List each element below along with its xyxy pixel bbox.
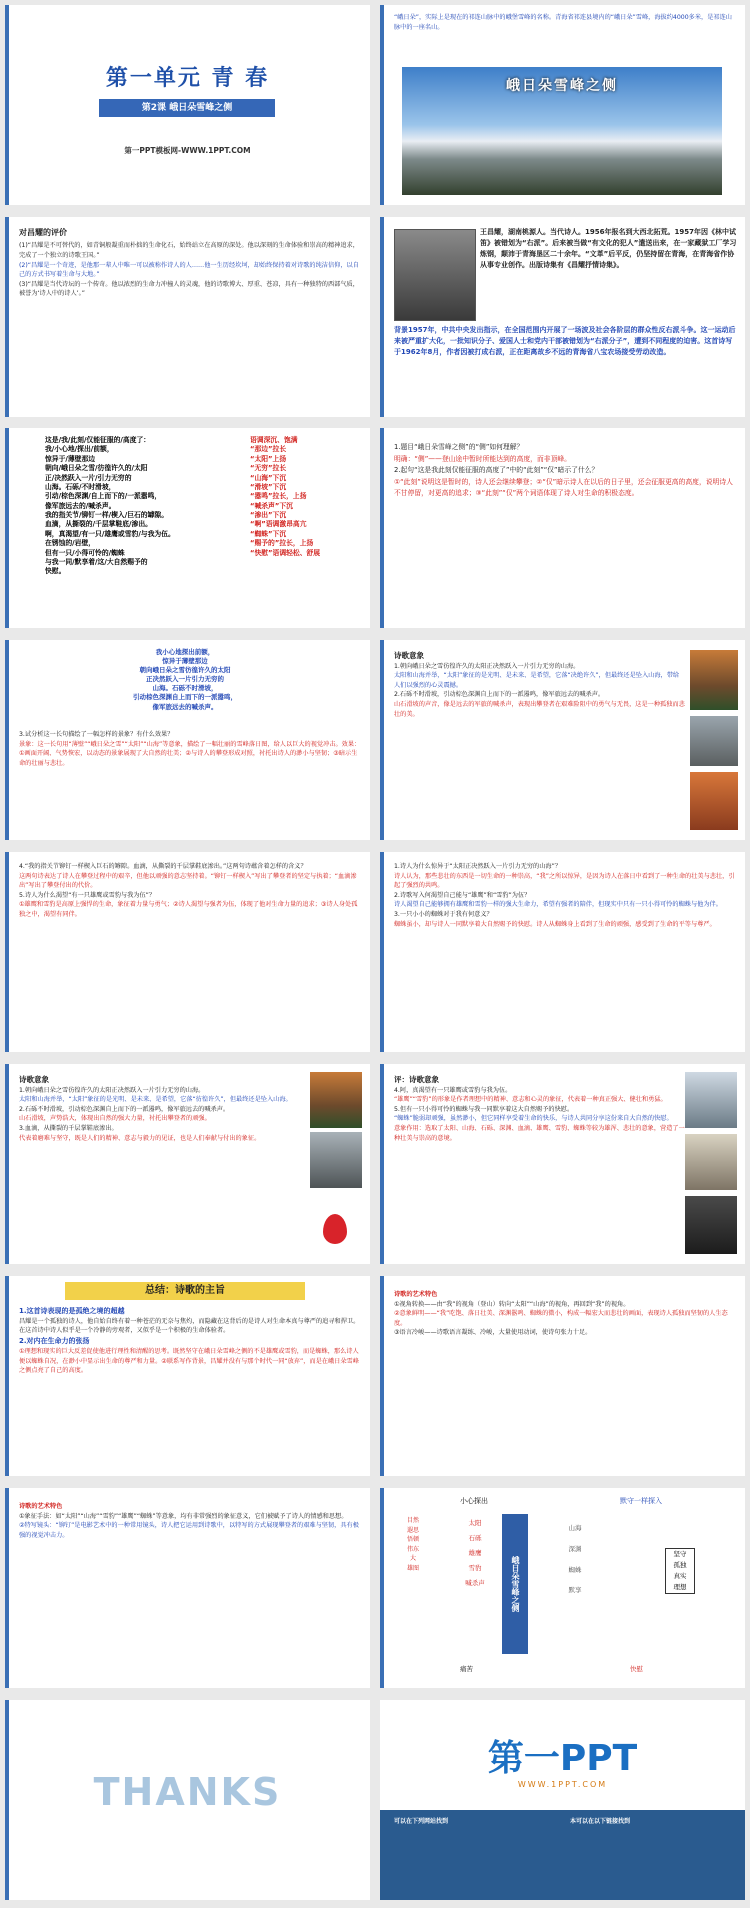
accent-bar <box>5 428 9 628</box>
note: “快慰”语调轻松、舒展 <box>250 548 321 557</box>
poem-line: 惊异于/薄壁那边 <box>45 454 96 463</box>
answer-1: 明确：“侧”——登山途中暂时所能达到的高度，而非顶峰。 <box>394 454 571 463</box>
poem-line: 这是/我/此刻/仅能征服的/高度了： <box>45 436 151 444</box>
art-point-2: ②意象鲜明——“我”吃饱、落日壮美、深渊嚣鸣、蜘蛛的微小，构成一幅宏大而悲壮的画面，表现诗人孤独而坚韧的人生态度。 <box>394 1310 728 1327</box>
note: “山海”下沉 <box>250 473 287 482</box>
answer-3: 景象：这一长句用“薄壁”“峨日朵之雪”“太阳”“山海”等意象，描绘了一幅壮丽的雪峰落日图，给人以巨大的视觉冲击。效果：①画面开阔、气势恢宏，以动态的景象展现了大自然的壮美；②与诗人的攀登形成对照，衬托出诗人的渺小与坚韧；③暗示生命的壮丽与悲壮。 <box>19 740 361 767</box>
sunset-thumbnail <box>310 1072 362 1128</box>
brand-logo: 第一PPT <box>487 1738 638 1779</box>
summary-point-2: 2.对内在生命力的张扬 <box>19 1337 90 1346</box>
author-portrait <box>394 229 476 321</box>
summary-body <box>19 1306 362 1376</box>
slide-imagery-2[interactable] <box>5 1064 370 1264</box>
answer-5: ①雄鹰和雪豹是高原上强悍的生命，象征着力量与勇气；②诗人渴望与强者为伍，体现了他对生命力量的追求；③诗人身处孤独之中，渴望有同伴。 <box>19 901 358 919</box>
accent-bar <box>380 1488 384 1688</box>
art2-point-1: ①象征手法：如“太阳”“山海”“雪豹”“雄鹰”“蜘蛛”等意象，均有非常强烈的象征意义，它们被赋予了诗人的情感和思想。 <box>19 1512 348 1520</box>
note: “嚣鸣”拉长，上扬 <box>250 492 307 501</box>
imagery-title: 诗歌意象 <box>394 651 424 660</box>
question-1: 1.题目“峨日朵雪峰之侧”的“侧”如何理解？ <box>394 443 524 451</box>
poem-excerpt <box>85 648 285 712</box>
slide-structure-diagram[interactable] <box>380 1488 745 1688</box>
photo-label: 峨日朵雪峰之侧 <box>506 78 618 94</box>
imagery2-q3: 3.血滴，从撕裂的千层掌鞋底渗出。 <box>19 1125 118 1133</box>
diagram-top: 小心探出 <box>460 1497 488 1505</box>
excerpt-line: 引动棕色深渊自上而下的一派嚣鸣， <box>133 693 237 702</box>
intro-text: “峨日朵”，实际上是现在的祁连山脉中的峨堡雪峰的名称。青海省祁连县境内的“峨日朵”雪峰，海拔约4000多米，是祁连山脉中的一座名山。 <box>394 14 732 31</box>
da-1: 诗人认为，那些悲壮的东西是一切生命的一种崇高，“我”之所以惊异，是因为诗人在落日中看到了一种生命的壮美与悲壮，引起了强烈的共鸣。 <box>394 872 735 890</box>
excerpt-line: 我小心地探出前额， <box>155 648 215 656</box>
imagery2-a2: 山石滑坡，声势浩大，体现出自然的强大力量，衬托出攀登者的顽强。 <box>19 1115 211 1123</box>
poem-line: 但有一只/小得可怜的/蜘蛛 <box>45 548 125 557</box>
slide-art-features[interactable] <box>380 1276 745 1476</box>
sunset-thumbnail <box>690 650 738 710</box>
question-2: 2.起句“这是我此刻仅能征服的高度了”中的“此刻”“仅”暗示了什么？ <box>394 466 599 475</box>
poem-line: 我/小心地/探出/前额， <box>45 445 114 454</box>
summary-point-1-text: 昌耀是一个孤独的诗人，他自始自终有着一种苍茫的无奈与焦灼，而隐藏在这背后的是诗人对生命本真与尊严的追寻和捍卫。在这首诗中诗人似乎是一个冷静的旁观者，又似乎是一个积极的生命体验者。 <box>19 1317 360 1335</box>
note: “那边”拉长 <box>250 445 287 454</box>
art-point-1: ①视角转换——由“我”的视角（登山）转向“太阳”“山海”的视角，再回到“我”的视角。 <box>394 1300 630 1308</box>
slide-author[interactable] <box>380 217 745 417</box>
imagery-a2: 山石滑坡的声音，像是远去的军旅的喊杀声，表现出攀登者在艰难险阻中的勇气与无畏，这是一种孤独而悲壮的美。 <box>394 701 685 718</box>
diagram-outcome <box>665 1548 695 1594</box>
art-point-3: ③语言冷峻——诗歌语言凝练、冷峻，大量使用动词，使诗句张力十足。 <box>394 1329 592 1337</box>
slide-summary[interactable] <box>5 1276 370 1476</box>
poem-line: 与我一同/默享着/这/大自然赐予的 <box>45 557 148 566</box>
poem-line: 快慰。 <box>45 567 66 576</box>
question-5: 5.诗人为什么渴望“有一只雄鹰或雪豹与我为伍”？ <box>19 891 156 899</box>
accent-bar <box>380 217 384 417</box>
outcome-item: 坚守 <box>673 1550 687 1558</box>
poem-line: 正/决然跃入一片/引力无穷的 <box>45 473 132 482</box>
evaluation-item-1: (1)“昌耀是不可替代的，如青铜般凝重而朴拙的生命化石，始终站立在高原的深处。他以深刻的生命体验和崇高的精神追求，完成了一个独立的诗歌王国。” <box>19 242 359 259</box>
mid-item: 雄鹰 <box>468 1548 482 1557</box>
poem-line: 我的指关节/铆钉一样/楔入/巨石的罅隙。 <box>45 511 168 519</box>
accent-bar <box>380 428 384 628</box>
slide-deep-questions[interactable] <box>380 852 745 1052</box>
art2-title: 诗歌的艺术特色 <box>19 1503 63 1510</box>
dq-1: 1.诗人为什么惊异于“太阳正决然跃入一片引力无穷的山海”？ <box>394 863 562 870</box>
accent-bar <box>5 1276 9 1476</box>
accent-bar <box>380 1276 384 1476</box>
excerpt-line: 朝向峨日朵之雪彷徨许久的太阳 <box>139 666 231 675</box>
imagery2-title: 诗歌意象 <box>19 1075 49 1084</box>
note: “渗出”下沉 <box>250 511 287 519</box>
accent-bar <box>5 852 9 1052</box>
poem-line: 引动/棕色深渊/自上而下的/一派嚣鸣， <box>45 492 162 501</box>
evaluation-item-3: (3)“昌耀是当代诗坛的一个传奇。他以浓烈的生命力冲撞人的灵魂，他的诗歌博大、厚重、苍凉，具有一种独特的西部气质，被誉为‘诗人中的诗人’。” <box>19 280 359 298</box>
slide-imagery[interactable] <box>380 640 745 840</box>
imagery-q2: 2.石砾不时滑坡，引动棕色深渊自上而下的一派嚣鸣，像军旅远去的喊杀声。 <box>394 691 605 699</box>
imagery-body <box>394 650 685 719</box>
da-2: 诗人渴望自己能够拥有雄鹰和雪豹一样的强大生命力，希望有强者的陪伴，但现实中只有一只小得可怜的蜘蛛与他为伴。 <box>394 901 722 909</box>
item: 默享 <box>568 1586 582 1595</box>
review-q4: 4.阿，真渴望有一只雄鹰或雪豹与我为伍。 <box>394 1086 512 1094</box>
excerpt-line: 像军旅远去的喊杀声。 <box>152 702 218 711</box>
accent-bar <box>5 640 9 840</box>
accent-bar <box>380 1064 384 1264</box>
accent-bar <box>5 217 9 417</box>
col1-item: 大 <box>409 1555 416 1563</box>
note: 语调深沉、饱满 <box>250 436 298 444</box>
mountain-photo <box>402 67 722 195</box>
excerpt-line: 惊异于薄壁那边 <box>162 657 208 666</box>
diagram-col1 <box>402 1516 424 1574</box>
col1-item: 伟东 <box>406 1545 419 1553</box>
slide-recitation[interactable] <box>5 428 370 628</box>
summary-point-1: 1.这首诗表现的是孤绝之境的超越 <box>19 1307 125 1315</box>
excerpt-line: 正决然跃入一片引力无穷的 <box>146 675 224 684</box>
link-panel <box>380 1810 745 1900</box>
evaluation-heading: 对昌耀的评价 <box>19 228 67 237</box>
footer-text: 第一PPT模板网-WWW.1PPT.COM <box>124 146 251 155</box>
review-a5: “蜘蛛”脆弱却顽强，虽然渺小，但它同样享受着生命的快乐，与诗人共同分享这份来自大自然的快慰。 <box>394 1115 673 1123</box>
col1-item: 悟顿 <box>406 1536 419 1544</box>
slide-evaluation[interactable] <box>5 217 370 417</box>
outcome-item: 真实 <box>673 1572 687 1581</box>
slide-analysis[interactable] <box>5 640 370 840</box>
spider-thumbnail <box>685 1196 737 1254</box>
analysis-body <box>19 730 362 768</box>
author-background: 背景1957年，中共中央发出指示，在全国范围内开展了一场波及社会各阶层的群众性反右派斗争。这一运动后来被严重扩大化，一批知识分子、爱国人士和党内干部被错划为“右派分子”，遭到不同程度的迫害。这首诗写于1962年8月，作者因被打成右派，正在距离故乡不远的青海省八宝农场接受劳动改造。 <box>394 326 736 356</box>
item: 蜘蛛 <box>568 1565 582 1574</box>
brand-url[interactable]: WWW.1PPT.COM <box>517 1780 608 1789</box>
imagery2-a3: 代表着磨难与坚守，既是人们的精神、意志与毅力的见证，也是人们奉献与付出的象征。 <box>19 1134 261 1142</box>
slide-art-features-2[interactable] <box>5 1488 370 1688</box>
mid-item: 太阳 <box>468 1519 482 1527</box>
accent-bar <box>380 852 384 1052</box>
imagery2-q2: 2.石砾不时滑坡，引动棕色深渊自上而下的一派嚣鸣，像军旅远去的喊杀声。 <box>19 1105 230 1113</box>
answer-2: ①“此刻”说明这是暂时的，诗人还会继续攀登；②“仅”暗示诗人在以后的日子里，还会征服更高的高度，说明诗人不甘停留，对更高的追求；③“此刻”“仅”两个词语体现了诗人对生命的积极态度。 <box>394 477 733 498</box>
slide-brand[interactable] <box>380 1700 745 1900</box>
note: “滑坡”下沉 <box>250 482 287 491</box>
evaluation-item-2: (2)“昌耀是一个奇迹，是他那一辈人中唯一可以被称作诗人的人……他一生历经坎坷，却始终保持着对诗歌的纯洁信仰，以自己的方式书写着生命与大地。” <box>19 261 359 279</box>
diagram-right: 默守一样探入 <box>620 1497 662 1505</box>
slide-thanks[interactable] <box>5 1700 370 1900</box>
note: “太阳”上扬 <box>250 454 287 463</box>
poem-lines <box>45 436 245 577</box>
question-4: 4.“我的指关节铆钉一样楔入巨石的罅隙。血滴，从撕裂的千层掌鞋底渗出。”这两句诗蕴含着怎样的含义？ <box>19 863 307 870</box>
note: “啊”语调激昂高亢 <box>250 520 307 529</box>
summary-banner: 总结：诗歌的主旨 <box>65 1282 305 1300</box>
accent-bar <box>380 640 384 840</box>
slide-questions[interactable] <box>380 428 745 628</box>
note: “赐予的”拉长，上扬 <box>250 539 314 548</box>
link-head-left: 可以在下列网站找到 <box>394 1818 449 1825</box>
poem-line: 朝向/峨日朵之雪/彷徨许久的/太阳 <box>45 464 148 473</box>
excerpt-line: 山海。石砾不时滑坡， <box>152 684 218 693</box>
imagery-a1: 太阳和山海并举，“太阳”象征的是光明、是未来、是希望，它落“决绝许久”，但最终还是坠入山海，带给人们以强烈的心灵震撼。 <box>394 672 680 689</box>
poem-line: 山海。石砾/不时滑坡， <box>45 482 116 491</box>
imagery2-q1: 1.朝向峨日朵之雪彷徨许久的太阳正决然跃入一片引力无穷的山海。 <box>19 1086 205 1094</box>
da-3: 蜘蛛虽小，却与诗人一同默享着大自然赐予的快慰。诗人从蜘蛛身上看到了生命的顽强，感受到了生命的平等与尊严。 <box>394 920 716 928</box>
eagle-thumbnail <box>685 1072 737 1128</box>
rock-thumbnail <box>690 716 738 766</box>
poem-line: 在锈蚀的/岩壁， <box>45 539 96 548</box>
link-head-right: 本可以在以下链接找到 <box>570 1818 631 1825</box>
imagery2-body <box>19 1074 310 1143</box>
art2-point-2: ②特写镜头：“铆钉”是电影艺术中的一种常用镜头，诗人把它运用到诗歌中，以特写的方式展现攀登者的艰难与坚韧，具有极强的视觉冲击力。 <box>19 1522 359 1539</box>
diagram-bottom-left: 痛苦 <box>460 1665 473 1673</box>
reading-notes <box>250 436 365 558</box>
mid-item: 雪豹 <box>468 1563 482 1572</box>
col1-item: 遐思 <box>406 1526 419 1534</box>
slide-imagery-review[interactable] <box>380 1064 745 1264</box>
outcome-item: 理想 <box>673 1583 687 1592</box>
slide-lines-analysis[interactable] <box>5 852 370 1052</box>
cliff-thumbnail <box>310 1132 362 1188</box>
summary-point-2-text: ①理想和现实的巨大反差促使他进行理性和清醒的思考。既然坚守在峨日朵雪峰之侧的不是雄鹰或雪豹，而是蜘蛛，那么诗人便以蜘蛛自况，在渺小中显示出生命的尊严和力量。②联系写作背景，昌耀并没有与那个时代一同“放弃”，而是在峨日朵雪峰之侧点亮了自己的高度。 <box>19 1347 359 1375</box>
item: 山海 <box>568 1524 582 1532</box>
imagery-review-body <box>394 1074 685 1143</box>
slide-title[interactable] <box>5 5 370 205</box>
evaluation-body <box>19 227 362 299</box>
col1-item: 目然 <box>406 1517 419 1524</box>
canyon-thumbnail <box>690 772 738 830</box>
answer-4: 这两句诗表达了诗人在攀登过程中的艰辛，但他以顽强的意志坚持着。“铆钉一样楔入”写出了攀登者的坚定与执着；“血滴渗出”写出了攀登付出的代价。 <box>19 872 357 890</box>
snow-leopard-thumbnail <box>685 1134 737 1190</box>
accent-bar <box>5 5 9 205</box>
col1-item: 雄图 <box>406 1564 419 1572</box>
lesson-subtitle: 第2课 峨日朵雪峰之侧 <box>99 99 275 117</box>
accent-bar <box>380 5 384 205</box>
poem-line: 像军旅远去的/喊杀声。 <box>45 501 116 510</box>
author-bio: 王昌耀，湖南桃源人。当代诗人。1956年报名到大西北拓荒。1957年因《林中试笛》被错划为“右派”。后来被当做“有文化的犯人”遣送出来，在一家藏狱工厂学习炼钢，颠沛于青海垦区二十余年。“文革”后平反，仍坚持留在青海，在青海省作协从事专业创作。出版诗集有《昌耀抒情诗集》。 <box>480 228 737 269</box>
diagram-items <box>555 1518 595 1601</box>
note: “喊杀声”下沉 <box>250 501 293 510</box>
dq-2: 2.诗歌写入何渴望自己能与“雄鹰”和“雪豹”为伍？ <box>394 891 531 899</box>
thanks-text: THANKS <box>93 1770 282 1814</box>
accent-bar <box>5 1488 9 1688</box>
slide-intro[interactable] <box>380 5 745 205</box>
art-features-2-body <box>19 1502 362 1540</box>
review-a4: “雄鹰”“雪豹”的形象是作者理想中的精神、意志和心灵的象征，代表着一种真正强大、健壮和勇猛。 <box>394 1096 667 1104</box>
mid-item: 石砾 <box>468 1533 482 1542</box>
deep-questions-body <box>394 862 737 929</box>
unit-title: 第一单元 青 春 <box>105 66 270 91</box>
mid-item: 喊杀声 <box>465 1578 485 1587</box>
imagery-q1: 1.朝向峨日朵之雪彷徨许久的太阳正决然跃入一片引力无穷的山海。 <box>394 662 580 670</box>
questions-body <box>394 442 737 500</box>
accent-bar <box>5 1064 9 1264</box>
art-features-body <box>394 1290 737 1338</box>
review-summary: 意象作用：选取了太阳、山海、石砾、深渊、血滴、雄鹰、雪豹、蜘蛛等较为雄浑、悲壮的意象，营造了一种壮美与崇高的意境。 <box>394 1125 685 1142</box>
lines-analysis-body <box>19 862 362 920</box>
note: “蜘蛛”下沉 <box>250 529 287 538</box>
poem-line: 啊，真渴望/有一只/雄鹰或雪豹/与我为伍。 <box>45 529 175 538</box>
diagram-mid <box>460 1516 490 1591</box>
diagram-center: 峨日朵雪峰之侧 <box>502 1514 528 1654</box>
note: “无穷”拉长 <box>250 464 287 473</box>
review-title: 评：诗歌意象 <box>394 1075 439 1084</box>
poem-line: 血滴，从撕裂的/千层掌鞋底/渗出。 <box>45 520 152 529</box>
dq-3: 3.一只小小的蜘蛛对于我有何意义？ <box>394 911 493 919</box>
item: 深渊 <box>568 1544 582 1553</box>
blood-drop-icon <box>323 1214 347 1244</box>
diagram-bottom-right: 快慰 <box>630 1665 643 1673</box>
outcome-item: 孤独 <box>673 1561 687 1570</box>
question-3: 3.试分析这一长句描绘了一幅怎样的景象？有什么效果？ <box>19 731 174 738</box>
art-title: 诗歌的艺术特色 <box>394 1291 438 1298</box>
review-q5: 5.但有一只小得可怜的蜘蛛与我一同默享着这大自然赐予的快慰。 <box>394 1105 574 1113</box>
imagery2-a1: 太阳和山海并举，“太阳”象征的是光明、是未来、是希望，它落“彷徨许久”，但最终还是坠入山海。 <box>19 1096 292 1104</box>
